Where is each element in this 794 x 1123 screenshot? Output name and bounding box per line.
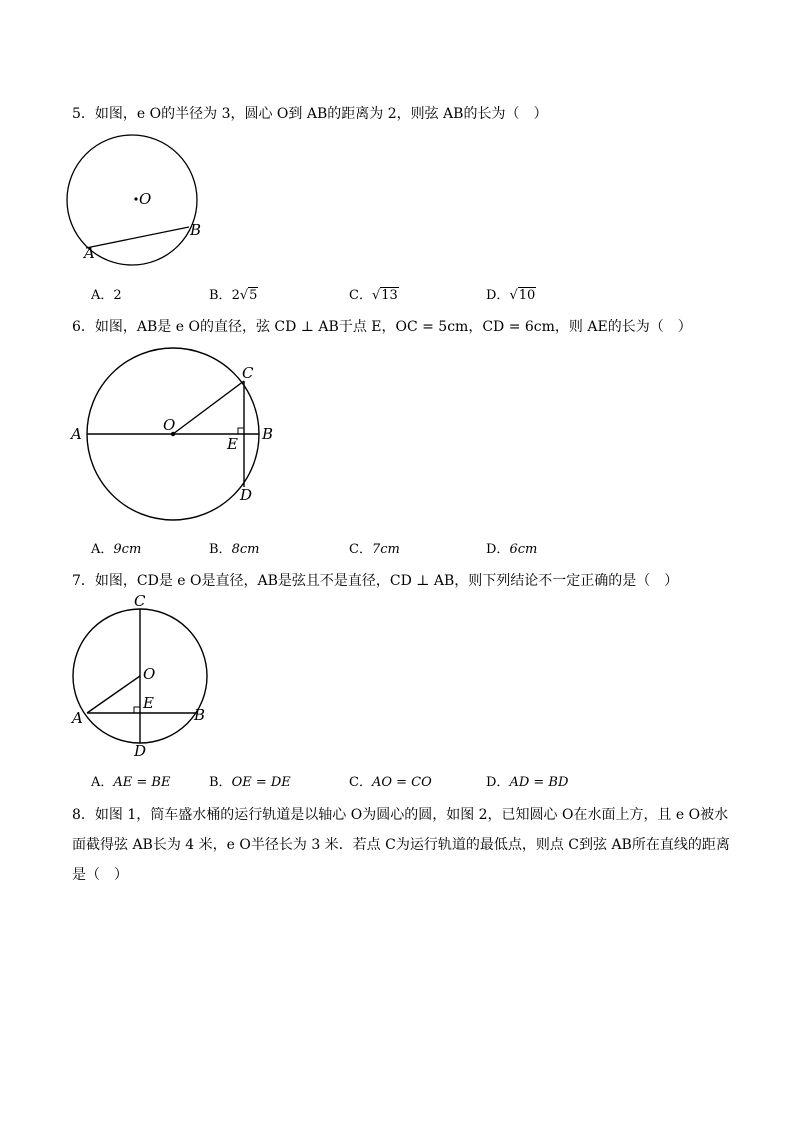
q6-radius-oc xyxy=(173,381,244,434)
q7-option-b[interactable] xyxy=(209,771,291,790)
q7-option-c-key: C． xyxy=(349,775,372,790)
question-7-text: 7．如图，CD是 e O是直径，AB是弦且不是直径，CD ⊥ AB，则下列结论不一定正确的是（ ） xyxy=(72,573,679,589)
q6-option-c-value: 7cm xyxy=(371,542,400,557)
q5-option-d[interactable] xyxy=(486,284,536,303)
question-5-text: 5．如图，e O的半径为 3，圆心 O到 AB的距离为 2，则弦 AB的长为（ ） xyxy=(72,106,548,122)
q7-option-b-key: B． xyxy=(209,775,232,790)
sqrt-icon: √ xyxy=(239,288,249,303)
q5-option-b-radicand: 5 xyxy=(249,288,258,303)
q7-option-c[interactable] xyxy=(349,771,432,790)
q6-label-c: C xyxy=(242,364,254,382)
q7-label-e: E xyxy=(143,694,154,712)
q7-option-a-value: AE = BE xyxy=(113,775,171,790)
q6-option-b-key: B． xyxy=(209,542,232,557)
sqrt-icon: √ xyxy=(509,288,518,303)
q7-label-c: C xyxy=(134,592,146,610)
q5-option-b-key: B． xyxy=(209,288,232,303)
q6-option-c[interactable] xyxy=(349,538,400,557)
q6-label-a: A xyxy=(71,425,82,443)
q7-option-c-value: AO = CO xyxy=(371,775,432,790)
q7-option-d-key: D． xyxy=(486,775,510,790)
q7-option-d[interactable] xyxy=(486,771,568,790)
q6-option-a-key: A． xyxy=(91,542,114,557)
question-8-line-1: 8．如图 1，筒车盛水桶的运行轨道是以轴心 O为圆心的圆，如图 2，已知圆心 O在水面上方，且 e O被水 xyxy=(72,807,729,823)
q5-chord-ab xyxy=(86,227,189,248)
q6-option-a-value: 9cm xyxy=(113,542,142,557)
q5-label-o: O xyxy=(139,190,152,208)
sqrt-icon: √ xyxy=(371,288,381,303)
q6-option-c-key: C． xyxy=(349,542,372,557)
q6-right-angle-mark xyxy=(238,428,244,434)
question-6-figure xyxy=(70,346,290,526)
q5-option-d-radicand: 10 xyxy=(518,288,536,303)
question-8-line-2: 面截得弦 AB长为 4 米，e O半径长为 3 米．若点 C为运行轨道的最低点，则点 C到弦 AB所在直线的距离 xyxy=(72,837,730,853)
question-7-figure xyxy=(66,592,226,762)
question-6-text: 6．如图，AB是 e O的直径，弦 CD ⊥ AB于点 E，OC = 5cm，CD = 6cm，则 AE的长为（ ） xyxy=(72,319,692,335)
q7-label-b: B xyxy=(194,706,206,724)
q5-label-b: B xyxy=(190,221,202,239)
q5-center-point xyxy=(134,197,137,200)
q6-option-a[interactable] xyxy=(91,538,141,557)
q7-label-a: A xyxy=(72,709,83,727)
q5-option-c-radicand: 13 xyxy=(381,288,398,303)
q6-option-d-key: D． xyxy=(486,542,510,557)
q6-label-e: E xyxy=(227,435,238,453)
q7-label-o: O xyxy=(143,665,156,683)
q5-option-c-key: C． xyxy=(349,288,372,303)
question-5-figure xyxy=(66,134,206,274)
q5-option-b[interactable] xyxy=(209,284,258,303)
q5-option-a-value: 2 xyxy=(113,288,122,303)
question-8-line-3: 是（ ） xyxy=(72,867,128,883)
q6-option-b[interactable] xyxy=(209,538,259,557)
q5-option-a[interactable] xyxy=(91,284,122,303)
q5-option-d-key: D． xyxy=(486,288,510,303)
q7-option-d-value: AD = BD xyxy=(509,775,569,790)
q6-label-o: O xyxy=(163,416,176,434)
q6-option-d-value: 6cm xyxy=(509,542,538,557)
q6-option-b-value: 8cm xyxy=(231,542,260,557)
q5-option-c[interactable] xyxy=(349,284,399,303)
q6-label-d: D xyxy=(240,486,253,504)
q7-option-a-key: A． xyxy=(91,775,114,790)
q7-right-angle-mark xyxy=(134,707,140,713)
q7-option-a[interactable] xyxy=(91,771,170,790)
q7-option-b-value: OE = DE xyxy=(231,775,291,790)
q5-label-a: A xyxy=(84,244,95,262)
q7-radius-oa xyxy=(87,676,140,713)
q6-option-d[interactable] xyxy=(486,538,537,557)
q5-option-a-key: A． xyxy=(91,288,114,303)
q7-label-d: D xyxy=(134,742,147,760)
q6-label-b: B xyxy=(262,425,274,443)
q5-option-b-coef: 2 xyxy=(231,288,240,303)
